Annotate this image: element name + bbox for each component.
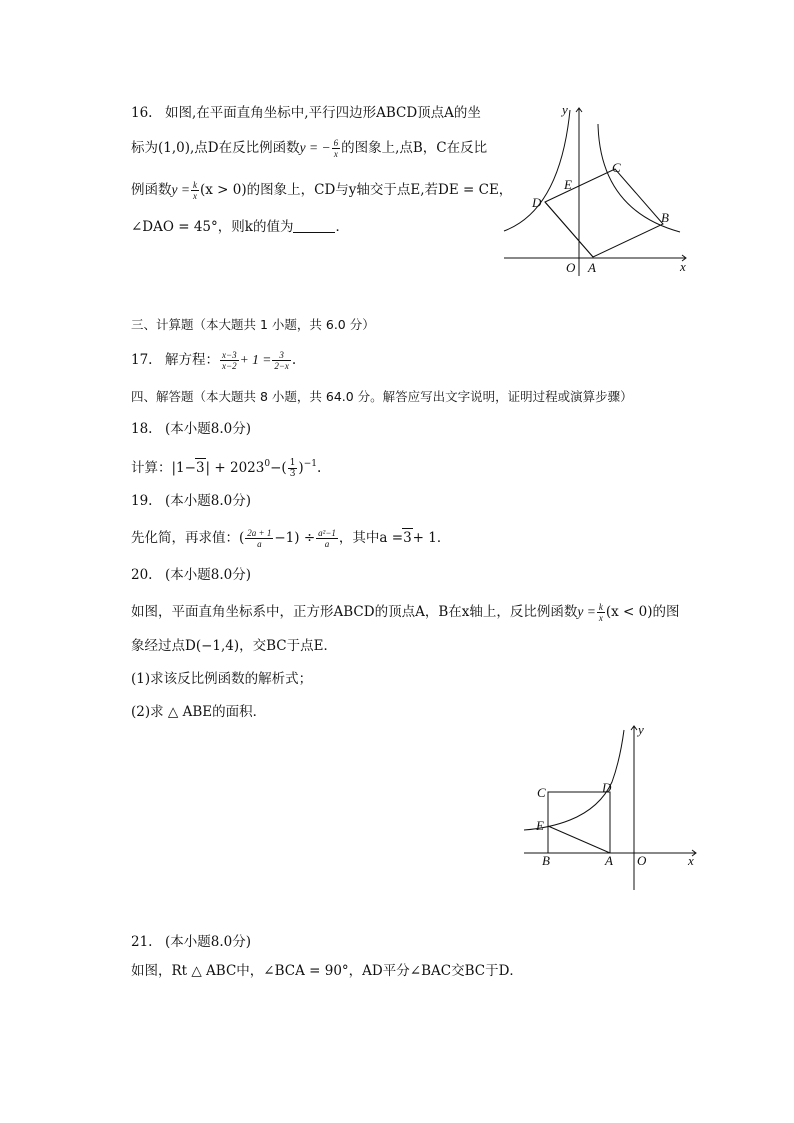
- q16-line3: [131, 180, 512, 201]
- q18-text-a: 计算：|1−: [131, 460, 196, 476]
- q18-fraction: [288, 458, 298, 479]
- fraction-denominator: a: [324, 539, 330, 549]
- q16-line2: [131, 138, 487, 159]
- label-x: x: [680, 259, 686, 274]
- q19-text-b: −1) ÷: [274, 530, 316, 546]
- label-O: O: [637, 853, 647, 868]
- q18-exponent-0: 0: [264, 459, 271, 469]
- q19-text-a: 先化简，再求值：(: [131, 530, 245, 546]
- curve-left: [504, 110, 570, 231]
- label-B: B: [542, 853, 550, 868]
- q17-end: .: [291, 352, 297, 368]
- q16-formula-y2: y =: [171, 182, 190, 197]
- q17-mid: + 1 =: [239, 352, 272, 367]
- fraction-denominator: x: [333, 149, 338, 159]
- q20-line1: [131, 602, 679, 623]
- q20-text-line1a: 如图，平面直角坐标系中，正方形ABCD的顶点A，B在x轴上，反比例函数: [131, 604, 578, 620]
- q20-header: [131, 566, 251, 584]
- q20-fraction-k-over-x: [597, 602, 605, 623]
- fraction-denominator: a: [257, 539, 262, 549]
- q17-line: [131, 350, 296, 371]
- q20-figure: [520, 720, 700, 895]
- q19-fraction-1: [245, 528, 273, 549]
- label-D: D: [532, 195, 542, 210]
- q17-text: 解方程：: [165, 352, 219, 368]
- q17-number: 17.: [131, 352, 153, 368]
- q20-number: 20.: [131, 567, 153, 583]
- fraction-denominator: x−2: [222, 361, 237, 371]
- label-B: B: [661, 210, 669, 225]
- fraction-numerator: k: [598, 602, 603, 612]
- q16-number: 16.: [131, 105, 153, 121]
- q19-number: 19.: [131, 493, 153, 509]
- q16-fraction-k-over-x: [191, 180, 199, 201]
- q18-text-c: −(: [270, 460, 287, 476]
- parallelogram-ABCD: [545, 169, 663, 257]
- q21-header: [131, 933, 251, 951]
- fraction-denominator: 2−x: [274, 361, 289, 371]
- q16-text-line3b: (x > 0)的图象上，CD与y轴交于点E,若DE = CE，: [199, 182, 513, 198]
- q19-text-d: + 1．: [412, 530, 451, 546]
- q16-text-line4a: ∠DAO = 45°，则k的值为: [131, 219, 294, 235]
- label-A: A: [605, 853, 613, 868]
- q16-text-line3a: 例函数: [131, 182, 172, 198]
- q16-fraction-6-over-x: [332, 138, 341, 159]
- q21-number: 21.: [131, 934, 153, 950]
- q19-sqrt: 3: [403, 530, 412, 546]
- q16-text-line1: 如图,在平面直角坐标中,平行四边形ABCD顶点A的坐: [165, 105, 481, 121]
- q19-score: (本小题8.0分): [165, 493, 252, 509]
- q16-figure: [500, 100, 700, 280]
- q21-body: 如图，Rt △ ABC中，∠BCA = 90°，AD平分∠BAC交BC于D．: [131, 963, 523, 979]
- q19-text-c: ，其中a =: [338, 530, 404, 546]
- fraction-numerator: k: [192, 180, 197, 190]
- segment-EA: [548, 826, 610, 853]
- q17-fraction-2: [272, 350, 291, 371]
- q20-part2: (2)求 △ ABE的面积．: [131, 704, 267, 720]
- q20-score: (本小题8.0分): [165, 567, 252, 583]
- fraction-denominator: x: [598, 613, 603, 623]
- q19-fraction-2: [316, 528, 338, 549]
- q16-text-line2b: 的图象上,点B，C在反比: [341, 140, 488, 156]
- q18-number: 18.: [131, 421, 153, 437]
- q20-text-line1b: (x < 0)的图: [605, 604, 680, 620]
- q18-text-d: ): [298, 460, 304, 476]
- square-ABCD: [548, 792, 610, 853]
- q17-fraction-1: [220, 350, 239, 371]
- q18-text-b: | + 2023: [205, 460, 265, 476]
- q18-sqrt: 3: [195, 460, 205, 476]
- label-C: C: [612, 160, 621, 175]
- fraction-numerator: 1: [289, 458, 296, 468]
- label-D: D: [602, 780, 612, 795]
- label-E: E: [536, 818, 544, 833]
- label-E: E: [564, 177, 572, 192]
- fraction-numerator: 6: [333, 138, 339, 148]
- q16-text-line4b: ．: [335, 219, 349, 235]
- q16-text-line2a: 标为(1,0),点D在反比例函数: [131, 140, 300, 156]
- q19-header: [131, 492, 251, 510]
- answer-blank[interactable]: [293, 220, 335, 233]
- q18-exponent-neg1: −1: [303, 459, 317, 469]
- label-A: A: [588, 260, 596, 275]
- q16-line4: [131, 218, 349, 236]
- label-y: y: [562, 102, 568, 117]
- q19-body: [131, 528, 450, 549]
- fraction-denominator: 3: [289, 469, 296, 479]
- q18-end: .: [316, 460, 322, 476]
- q18-score: (本小题8.0分): [165, 421, 252, 437]
- q20-part1: (1)求该反比例函数的解析式；: [131, 671, 313, 687]
- fraction-denominator: x: [192, 191, 197, 201]
- q21-score: (本小题8.0分): [165, 934, 252, 950]
- fraction-numerator: 2a + 1: [247, 528, 272, 538]
- fraction-numerator: 3: [272, 350, 291, 361]
- label-O: O: [566, 260, 576, 275]
- q20-formula-y: y =: [577, 604, 596, 619]
- segment-DA: [545, 202, 593, 257]
- q16-line1: [131, 104, 481, 122]
- q18-header: [131, 420, 251, 438]
- fraction-numerator: a²−1: [318, 528, 336, 538]
- label-C: C: [537, 785, 546, 800]
- q18-body: [131, 455, 321, 479]
- q20-line2: 象经过点D(−1,4)，交BC于点E．: [131, 638, 337, 654]
- label-x: x: [688, 853, 694, 868]
- section-3-title: 三、计算题（本大题共 1 小题，共 6.0 分）: [131, 317, 375, 332]
- fraction-numerator: x−3: [222, 350, 237, 360]
- section-4-title: 四、解答题（本大题共 8 小题，共 64.0 分。解答应写出文字说明，证明过程或演算步骤）: [131, 389, 633, 404]
- label-y: y: [638, 722, 644, 737]
- q16-formula-y: y = −: [299, 140, 331, 155]
